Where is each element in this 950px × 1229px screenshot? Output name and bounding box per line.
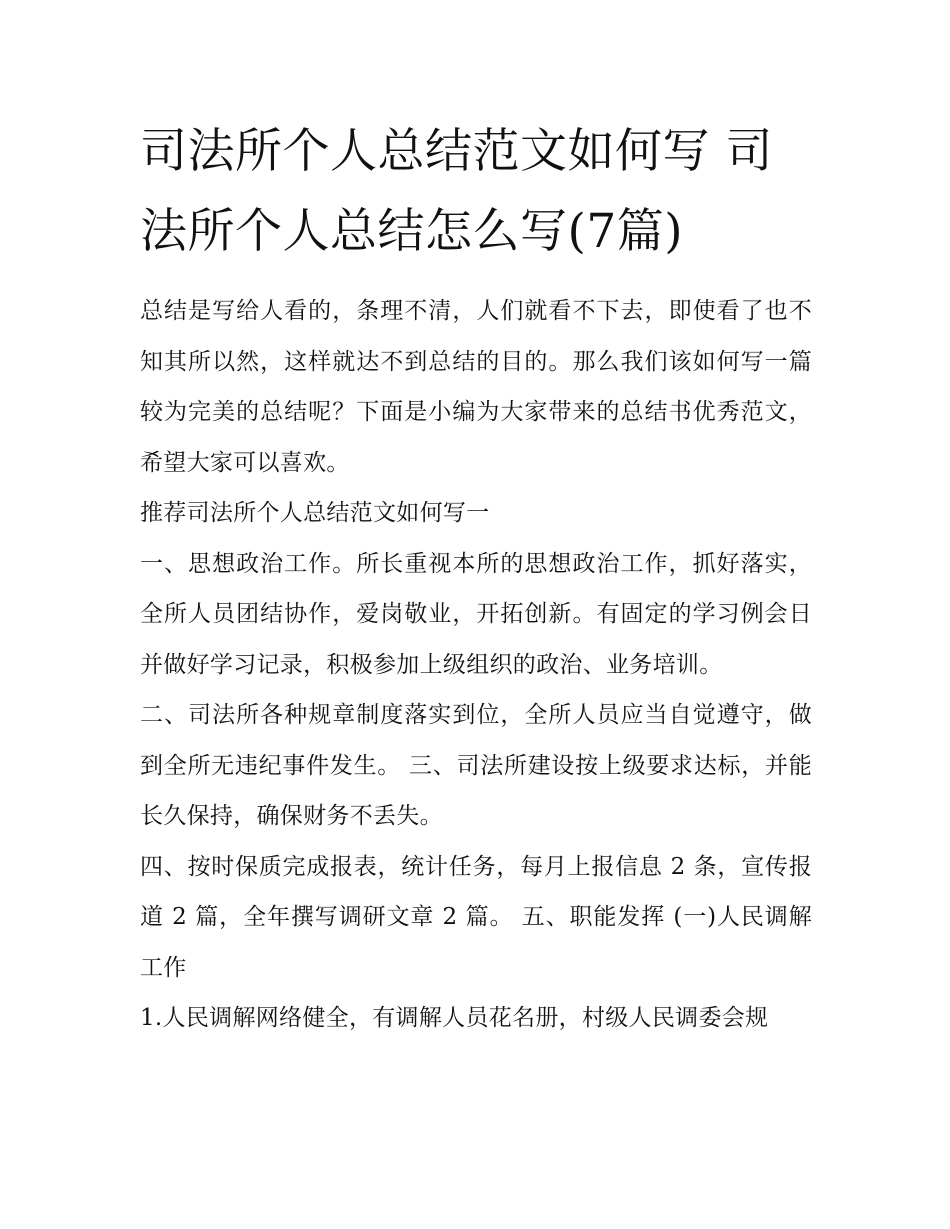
- paragraph-regulations: 二、司法所各种规章制度落实到位，全所人员应当自觉遵守，做到全所无违纪事件发生。 三、司法所建设按上级要求达标，并能长久保持，确保财务不丢失。: [140, 702, 812, 829]
- paragraph-political-work: 一、思想政治工作。所长重视本所的思想政治工作，抓好落实，全所人员团结协作，爱岗敬业，开拓创新。有固定的学习例会日并做好学习记录，积极参加上级组织的政治、业务培训。: [140, 550, 812, 678]
- document-title: 司法所个人总结范文如何写 司法所个人总结怎么写(7篇): [140, 124, 773, 259]
- intro-paragraph: 总结是写给人看的，条理不清，人们就看不下去，即使看了也不知其所以然，这样就达不到总结的目的。那么我们该如何写一篇较为完美的总结呢？下面是小编为大家带来的总结书优秀范文，希望大家可以喜欢。: [140, 298, 812, 476]
- paragraph-mediation-network: 1.人民调解网络健全，有调解人员花名册，村级人民调委会规: [140, 1005, 769, 1031]
- document-page: [140, 112, 812, 1044]
- section-heading: 推荐司法所个人总结范文如何写一: [140, 500, 490, 526]
- paragraph-reports: 四、按时保质完成报表，统计任务，每月上报信息 2 条，宣传报道 2 篇，全年撰写调研文章 2 篇。 五、职能发挥 (一)人民调解工作: [140, 853, 812, 981]
